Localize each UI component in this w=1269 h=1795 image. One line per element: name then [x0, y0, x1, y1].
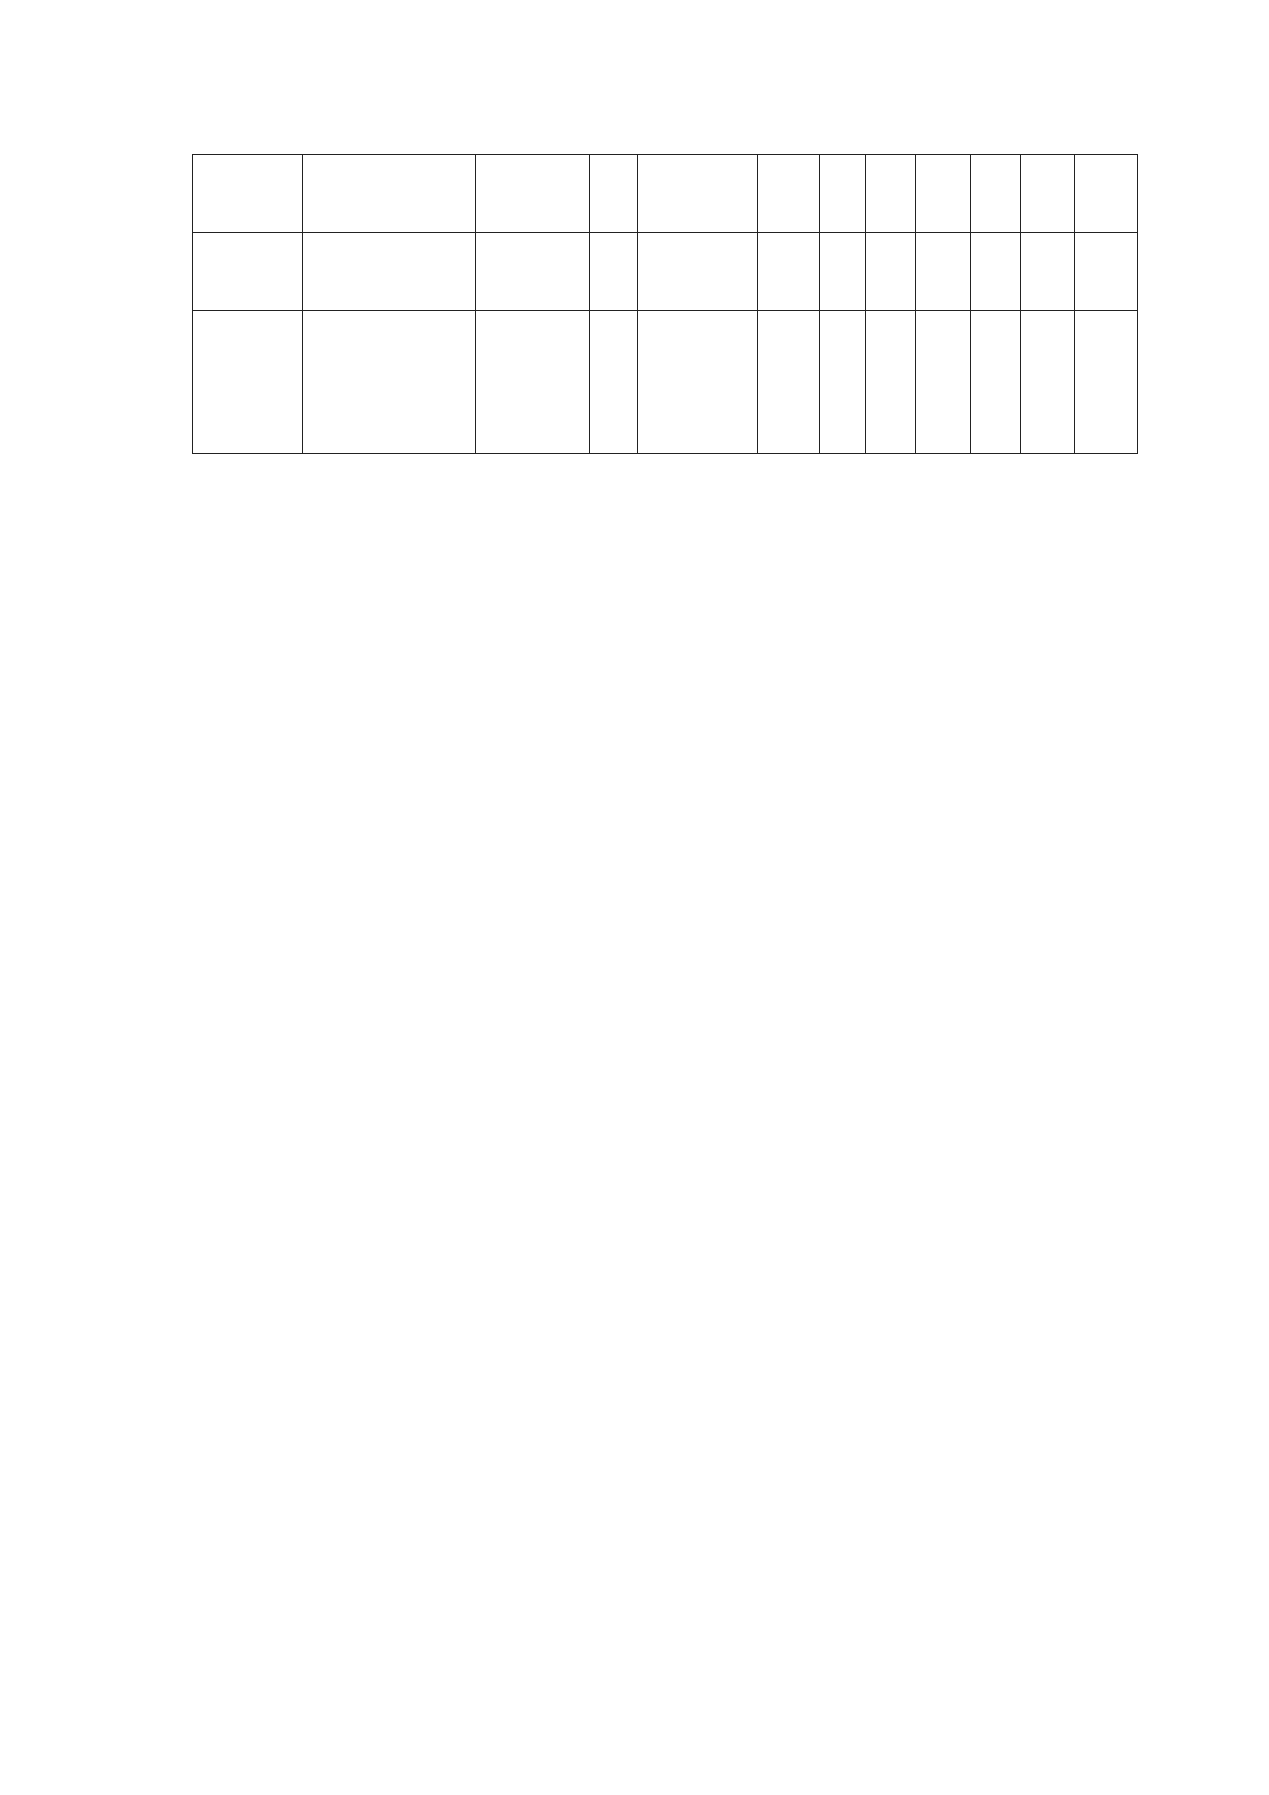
empty-cell — [916, 311, 971, 454]
empty-cell — [971, 311, 1021, 454]
empty-cell — [758, 155, 820, 233]
basic-amount-cell — [638, 311, 758, 454]
empty-cell — [1075, 155, 1138, 233]
empty-cell — [1075, 311, 1138, 454]
subject-code-cell — [193, 233, 303, 311]
empty-cell — [758, 311, 820, 454]
basic-amount-cell — [638, 233, 758, 311]
table-row — [193, 155, 1138, 233]
empty-cell — [1021, 233, 1075, 311]
empty-cell — [1021, 311, 1075, 454]
budget-table — [192, 154, 1138, 454]
empty-cell — [971, 233, 1021, 311]
subject-name-cell — [303, 233, 476, 311]
total-amount-cell — [476, 155, 590, 233]
empty-cell — [590, 233, 638, 311]
empty-cell — [866, 233, 916, 311]
empty-cell — [916, 233, 971, 311]
empty-cell — [866, 311, 916, 454]
table-row — [193, 233, 1138, 311]
subject-code-cell — [193, 311, 303, 454]
subject-name-cell — [303, 155, 476, 233]
basic-amount-cell — [638, 155, 758, 233]
empty-cell — [1075, 233, 1138, 311]
empty-cell — [820, 233, 866, 311]
empty-cell — [1021, 155, 1075, 233]
empty-cell — [758, 233, 820, 311]
total-amount-cell — [476, 233, 590, 311]
empty-cell — [916, 155, 971, 233]
empty-cell — [971, 155, 1021, 233]
empty-cell — [590, 155, 638, 233]
table-row — [193, 311, 1138, 454]
empty-cell — [820, 311, 866, 454]
table-body — [193, 155, 1138, 454]
subject-name-cell — [303, 311, 476, 454]
empty-cell — [866, 155, 916, 233]
subject-code-cell — [193, 155, 303, 233]
empty-cell — [590, 311, 638, 454]
total-amount-cell — [476, 311, 590, 454]
empty-cell — [820, 155, 866, 233]
